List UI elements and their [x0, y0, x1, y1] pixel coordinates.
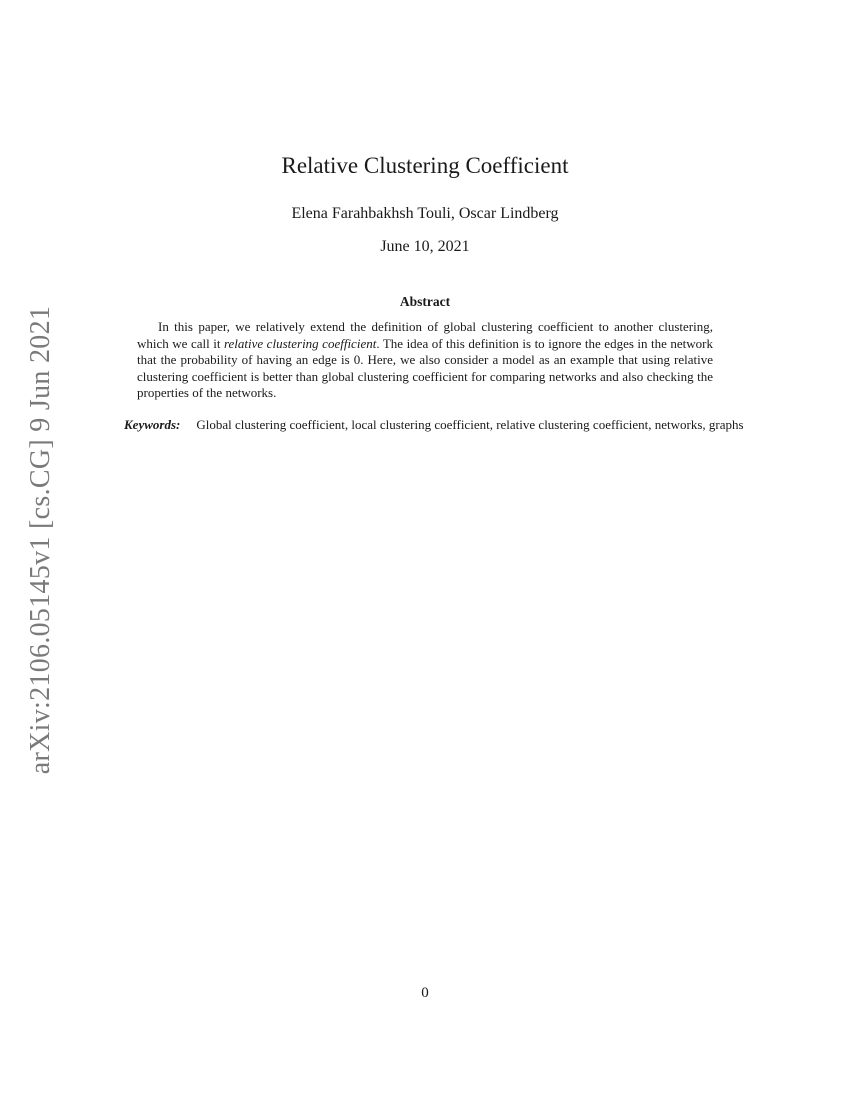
arxiv-identifier-sidebar	[18, 305, 64, 775]
page-number: 0	[421, 985, 429, 1001]
keywords-paragraph	[101, 416, 750, 433]
paper-title: Relative Clustering Coefficient	[281, 153, 569, 178]
abstract-text-part-2: . The idea of this definition is to ignore the edges in the network that the probability of having an edge is 0. Here, we also consider a model as an example that using relative clustering coefficient is better than global clustering coefficient for comparing networks and also checking the properties of the networks.	[137, 335, 714, 401]
keywords-label: Keywords:	[124, 417, 181, 432]
paper-date: June 10, 2021	[380, 238, 470, 255]
abstract-body	[137, 319, 713, 402]
arxiv-identifier-text: arXiv:2106.05145v1 [cs.CG] 9 Jun 2021	[25, 305, 56, 775]
paper-authors: Elena Farahbakhsh Touli, Oscar Lindberg	[291, 205, 559, 222]
keywords-text: Global clustering coefficient, local clustering coefficient, relative clustering coefficient, networks, graphs	[196, 417, 744, 432]
abstract-text-part-1: In this paper, we relatively extend the definition of global clustering coefficient to another clustering, which we call it	[137, 319, 713, 351]
abstract-emphasis: relative clustering coefficient	[223, 335, 377, 351]
abstract-heading: Abstract	[399, 294, 451, 309]
